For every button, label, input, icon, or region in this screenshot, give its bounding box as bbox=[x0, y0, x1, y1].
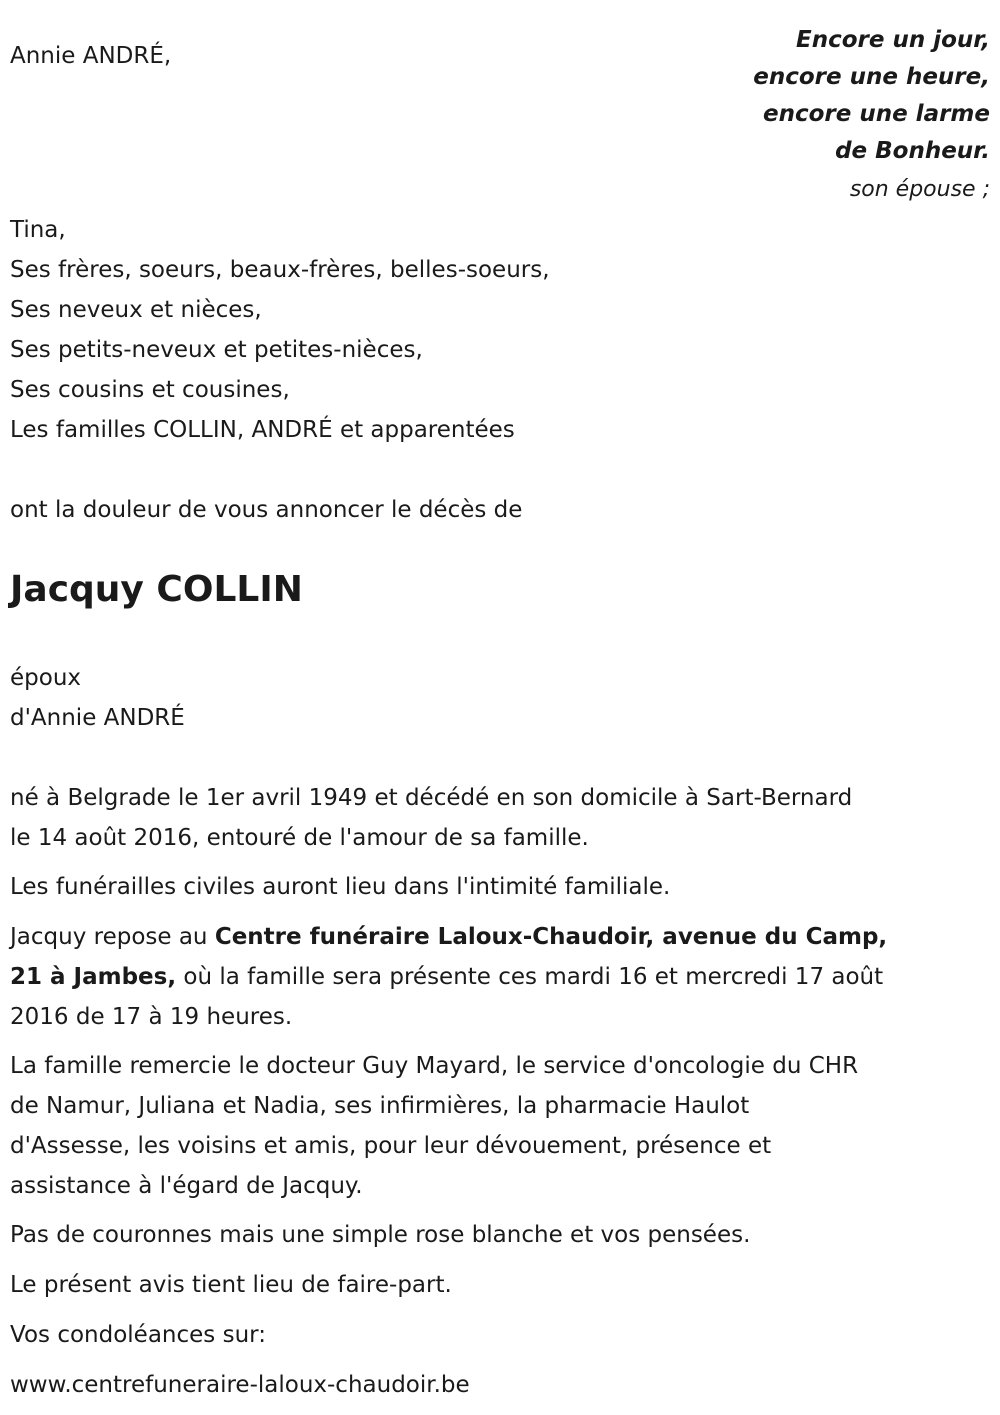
birth-death-line: né à Belgrade le 1er avril 1949 et décédé en son domicile à Sart-Bernard bbox=[10, 785, 853, 811]
funeral-center-city: 21 à Jambes, bbox=[10, 964, 177, 990]
birth-death-line: le 14 août 2016, entouré de l'amour de sa famille. bbox=[10, 825, 589, 851]
funeral-center-address: Centre funéraire Laloux-Chaudoir, avenue du Camp, bbox=[214, 924, 888, 950]
repose-prefix: Jacquy repose au bbox=[10, 924, 215, 950]
relation-line: époux bbox=[10, 665, 82, 691]
family-line: Ses cousins et cousines, bbox=[10, 377, 290, 403]
condolences-website-link[interactable]: www.centrefuneraire-laloux-chaudoir.be bbox=[10, 1372, 470, 1398]
quote-line: Encore un jour, bbox=[796, 27, 990, 53]
quote-block bbox=[753, 22, 990, 170]
family-line: Ses neveux et nièces, bbox=[10, 297, 262, 323]
family-line: Les familles COLLIN, ANDRÉ et apparentées bbox=[10, 417, 515, 443]
family-line: Ses petits-neveux et petites-nièces, bbox=[10, 337, 423, 363]
spouse-note: son épouse ; bbox=[849, 177, 990, 202]
thanks-line: La famille remercie le docteur Guy Mayard, le service d'oncologie du CHR bbox=[10, 1053, 859, 1079]
thanks-line: assistance à l'égard de Jacquy. bbox=[10, 1173, 363, 1199]
quote-line: encore une larme bbox=[762, 101, 990, 127]
spouse-name: Annie ANDRÉ, bbox=[10, 43, 172, 69]
thanks-line: d'Assesse, les voisins et amis, pour leur dévouement, présence et bbox=[10, 1133, 772, 1159]
repose-line-1 bbox=[10, 922, 887, 952]
family-line: Tina, bbox=[10, 217, 66, 243]
announcement-text: ont la douleur de vous annoncer le décès de bbox=[10, 497, 523, 523]
condolences-label: Vos condoléances sur: bbox=[10, 1322, 266, 1348]
family-line: Ses frères, soeurs, beaux-frères, belles-soeurs, bbox=[10, 257, 550, 283]
quote-line: encore une heure, bbox=[753, 64, 990, 90]
quote-line: de Bonheur. bbox=[835, 138, 990, 164]
repose-line-3: 2016 de 17 à 19 heures. bbox=[10, 1004, 293, 1030]
notice-text: Le présent avis tient lieu de faire-part. bbox=[10, 1272, 452, 1298]
repose-line-2 bbox=[10, 962, 883, 992]
thanks-line: de Namur, Juliana et Nadia, ses infirmières, la pharmacie Haulot bbox=[10, 1093, 750, 1119]
repose-visiting: où la famille sera présente ces mardi 16 et mercredi 17 août bbox=[176, 964, 884, 990]
relation-line: d'Annie ANDRÉ bbox=[10, 705, 185, 731]
flowers-text: Pas de couronnes mais une simple rose blanche et vos pensées. bbox=[10, 1222, 751, 1248]
funeral-text: Les funérailles civiles auront lieu dans l'intimité familiale. bbox=[10, 874, 671, 900]
deceased-name: Jacquy COLLIN bbox=[10, 569, 303, 610]
